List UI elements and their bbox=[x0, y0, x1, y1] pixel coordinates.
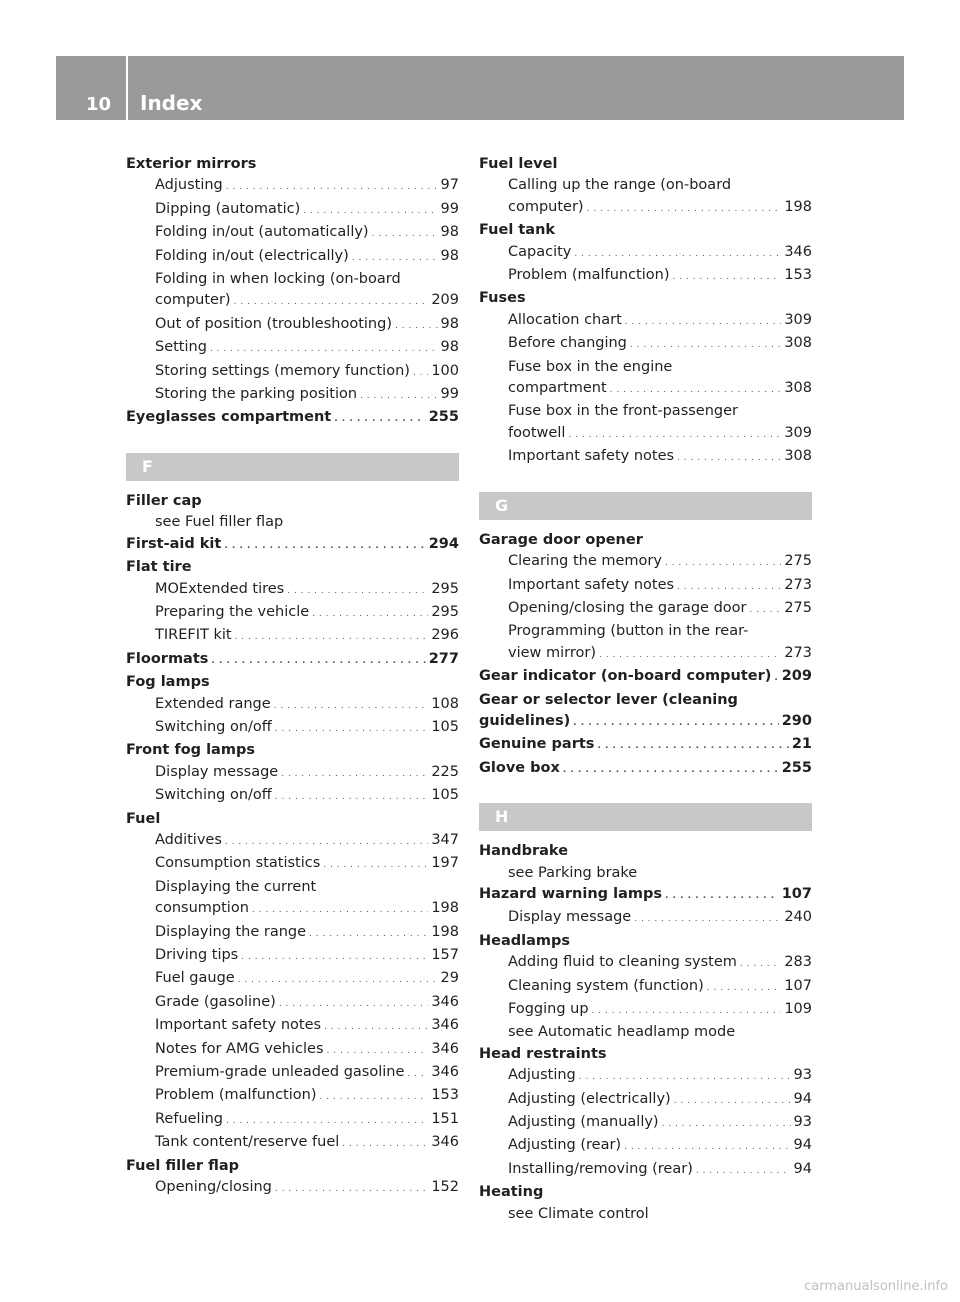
page-ref: 209 bbox=[431, 292, 459, 309]
page-ref: 346 bbox=[431, 1017, 459, 1034]
entry-text: Storing the parking position bbox=[155, 386, 358, 403]
entry-text: Fuse box in the engine bbox=[508, 358, 673, 375]
leader-dots bbox=[275, 1177, 428, 1200]
index-subentry bbox=[126, 717, 459, 740]
page-ref: 275 bbox=[784, 553, 812, 570]
leader-dots bbox=[210, 337, 438, 360]
page-ref: 157 bbox=[431, 947, 459, 963]
leader-dots bbox=[312, 602, 428, 625]
index-subentry bbox=[479, 952, 812, 975]
leader-dots bbox=[597, 734, 788, 757]
entry-text: Gear or selector lever (cleaning bbox=[479, 691, 738, 708]
page-ref: 99 bbox=[440, 200, 459, 217]
leader-dots bbox=[749, 598, 781, 621]
page-ref: 346 bbox=[784, 243, 812, 260]
index-subentry bbox=[479, 1204, 812, 1225]
index-subentry bbox=[479, 265, 812, 288]
index-entry bbox=[479, 690, 812, 711]
page-ref: 97 bbox=[440, 177, 459, 194]
index-subentry bbox=[479, 598, 812, 621]
index-subentry bbox=[126, 1177, 459, 1200]
entry-text: see Fuel filler flap bbox=[155, 514, 284, 531]
page-ref: 277 bbox=[428, 650, 459, 667]
index-entry bbox=[479, 711, 812, 734]
entry-text: Dipping (automatic) bbox=[155, 200, 301, 217]
entry-text: Genuine parts bbox=[479, 736, 595, 753]
index-subentry bbox=[126, 314, 459, 337]
index-subentry bbox=[126, 898, 459, 921]
entry-text: Headlamps bbox=[479, 932, 571, 949]
entry-text: consumption bbox=[155, 900, 249, 917]
index-subentry bbox=[126, 785, 459, 808]
page-ref: 105 bbox=[431, 787, 459, 804]
index-subentry bbox=[126, 922, 459, 945]
index-subentry bbox=[479, 1089, 812, 1112]
entry-text: see Climate control bbox=[508, 1205, 649, 1222]
page-ref: 308 bbox=[784, 380, 812, 397]
entry-text: Floormats bbox=[126, 650, 209, 667]
index-subentry bbox=[126, 1109, 459, 1132]
leader-dots bbox=[574, 242, 781, 265]
entry-text: Exterior mirrors bbox=[126, 156, 257, 172]
entry-text: Head restraints bbox=[479, 1045, 607, 1062]
entry-text: Adjusting (electrically) bbox=[508, 1090, 671, 1107]
page-ref: 346 bbox=[431, 1134, 459, 1151]
entry-text: Installing/removing (rear) bbox=[508, 1160, 693, 1177]
page-ref: 21 bbox=[791, 736, 812, 753]
index-subentry bbox=[479, 310, 812, 333]
entry-text: Fuse box in the front-passenger bbox=[508, 403, 738, 420]
entry-text: Fuel filler flap bbox=[126, 1157, 239, 1174]
page-header bbox=[56, 56, 904, 120]
index-entry bbox=[479, 154, 812, 175]
index-subentry bbox=[479, 446, 812, 469]
entry-text: Folding in/out (automatically) bbox=[155, 224, 369, 241]
section-letter-f: F bbox=[126, 453, 459, 481]
page-ref: 308 bbox=[784, 448, 812, 465]
entry-text: Fuel bbox=[126, 810, 161, 827]
page-ref: 98 bbox=[440, 247, 459, 264]
leader-dots bbox=[599, 643, 781, 666]
entry-text: Garage door opener bbox=[479, 531, 643, 548]
leader-dots bbox=[360, 384, 437, 407]
leader-dots bbox=[334, 407, 426, 430]
entry-text: Tank content/reserve fuel bbox=[155, 1134, 340, 1151]
leader-dots bbox=[634, 907, 781, 930]
page-ref: 108 bbox=[431, 695, 459, 712]
index-subentry bbox=[126, 361, 459, 384]
page-ref: 346 bbox=[431, 1040, 459, 1057]
page-title: Index bbox=[140, 91, 203, 115]
entry-text: compartment bbox=[508, 380, 607, 397]
leader-dots bbox=[303, 199, 437, 222]
entry-text: footwell bbox=[508, 424, 566, 441]
page-ref: 100 bbox=[431, 362, 459, 379]
index-subentry bbox=[479, 333, 812, 356]
leader-dots bbox=[677, 575, 781, 598]
page-number: 10 bbox=[86, 94, 112, 115]
entry-text: Display message bbox=[155, 763, 279, 780]
index-subentry bbox=[126, 269, 459, 290]
page-ref: 198 bbox=[431, 900, 459, 917]
leader-dots bbox=[274, 694, 429, 717]
leader-dots bbox=[309, 922, 428, 945]
index-subentry bbox=[126, 290, 459, 313]
leader-dots bbox=[624, 1135, 790, 1158]
leader-dots bbox=[395, 314, 438, 337]
index-entry bbox=[126, 154, 459, 175]
entry-text: Folding in when locking (on-board bbox=[155, 271, 401, 288]
entry-text: Display message bbox=[508, 909, 632, 926]
leader-dots bbox=[568, 423, 781, 446]
index-subentry bbox=[479, 378, 812, 401]
leader-dots bbox=[413, 361, 428, 384]
leader-dots bbox=[281, 762, 428, 785]
page-ref: 153 bbox=[431, 1087, 459, 1104]
index-subentry bbox=[126, 968, 459, 991]
entry-text: Setting bbox=[155, 339, 207, 356]
index-entry bbox=[479, 841, 812, 862]
page-ref: 295 bbox=[431, 603, 459, 620]
section-letter-h: H bbox=[479, 803, 812, 831]
watermark: carmanualsonline.info bbox=[804, 1279, 948, 1294]
entry-text: Problem (malfunction) bbox=[155, 1087, 317, 1104]
index-subentry bbox=[479, 357, 812, 378]
leader-dots bbox=[287, 579, 428, 602]
index-entry bbox=[126, 491, 459, 512]
entry-text: Extended range bbox=[155, 695, 271, 712]
index-subentry bbox=[126, 1085, 459, 1108]
page-ref: 94 bbox=[793, 1137, 812, 1154]
index-subentry bbox=[479, 175, 812, 196]
leader-dots bbox=[327, 1039, 429, 1062]
page-ref: 93 bbox=[793, 1067, 812, 1084]
index-entry bbox=[126, 740, 459, 761]
leader-dots bbox=[279, 992, 428, 1015]
index-subentry bbox=[126, 625, 459, 648]
index-subentry bbox=[479, 197, 812, 220]
index-subentry bbox=[479, 423, 812, 446]
page-ref: 295 bbox=[431, 580, 459, 597]
entry-text: Adjusting bbox=[155, 177, 223, 194]
index-subentry bbox=[126, 384, 459, 407]
index-entry bbox=[126, 672, 459, 693]
index-subentry bbox=[126, 579, 459, 602]
entry-text: Fuses bbox=[479, 290, 526, 307]
entry-text: Opening/closing bbox=[155, 1179, 272, 1196]
entry-text: Refueling bbox=[155, 1110, 224, 1127]
entry-text: Programming (button in the rear- bbox=[508, 623, 749, 640]
entry-text: Switching on/off bbox=[155, 718, 272, 735]
index-subentry bbox=[479, 999, 812, 1022]
index-subentry bbox=[126, 945, 459, 968]
index-subentry bbox=[126, 222, 459, 245]
page-ref: 107 bbox=[784, 977, 812, 994]
index-subentry bbox=[479, 643, 812, 666]
index-subentry bbox=[479, 621, 812, 642]
entry-text: Fuel tank bbox=[479, 222, 556, 239]
leader-dots bbox=[610, 378, 782, 401]
page-ref: 105 bbox=[431, 718, 459, 735]
page-ref: 273 bbox=[784, 644, 812, 661]
entry-text: Filler cap bbox=[126, 492, 202, 509]
index-entry bbox=[479, 758, 812, 781]
index-entry bbox=[479, 884, 812, 907]
leader-dots bbox=[665, 551, 781, 574]
index-entry bbox=[479, 220, 812, 241]
index-subentry bbox=[479, 976, 812, 999]
leader-dots bbox=[235, 625, 429, 648]
leader-dots bbox=[224, 534, 425, 557]
page-ref: 94 bbox=[793, 1090, 812, 1107]
leader-dots bbox=[234, 290, 429, 313]
entry-text: Problem (malfunction) bbox=[508, 267, 670, 284]
entry-text: Heating bbox=[479, 1184, 544, 1201]
index-subentry bbox=[479, 575, 812, 598]
entry-text: Before changing bbox=[508, 335, 627, 352]
index-subentry bbox=[479, 907, 812, 930]
section-letter-g: G bbox=[479, 492, 812, 520]
leader-dots bbox=[630, 333, 781, 356]
leader-dots bbox=[674, 1089, 791, 1112]
page-ref: 93 bbox=[793, 1114, 812, 1131]
page-ref: 294 bbox=[428, 535, 459, 552]
page-ref: 198 bbox=[431, 923, 459, 940]
index-subentry bbox=[479, 551, 812, 574]
entry-text: Fuel gauge bbox=[155, 970, 235, 987]
index-entry bbox=[479, 288, 812, 309]
page-ref: 308 bbox=[784, 335, 812, 352]
index-subentry bbox=[126, 1039, 459, 1062]
entry-text: computer) bbox=[155, 292, 231, 309]
entry-text: view mirror) bbox=[508, 644, 596, 661]
leader-dots bbox=[740, 952, 781, 975]
index-subentry bbox=[126, 830, 459, 853]
page-ref: 309 bbox=[784, 311, 812, 328]
index-subentry bbox=[479, 1159, 812, 1182]
index-entry bbox=[126, 407, 459, 430]
index-subentry bbox=[126, 853, 459, 876]
leader-dots bbox=[211, 649, 425, 672]
entry-text: Important safety notes bbox=[508, 576, 675, 593]
index-subentry bbox=[126, 602, 459, 625]
leader-dots bbox=[563, 758, 779, 781]
leader-dots bbox=[241, 945, 428, 968]
leader-dots bbox=[275, 717, 429, 740]
header-separator bbox=[126, 56, 128, 120]
page-ref: 273 bbox=[784, 576, 812, 593]
leader-dots bbox=[352, 246, 438, 269]
entry-text: Notes for AMG vehicles bbox=[155, 1040, 324, 1057]
page-ref: 198 bbox=[784, 198, 812, 215]
leader-dots bbox=[672, 265, 781, 288]
index-entry bbox=[126, 557, 459, 578]
index-subentry bbox=[479, 863, 812, 884]
leader-dots bbox=[323, 853, 428, 876]
page-ref: 346 bbox=[431, 1064, 459, 1081]
entry-text: Capacity bbox=[508, 243, 572, 260]
page-ref: 94 bbox=[793, 1160, 812, 1177]
entry-text: Grade (gasoline) bbox=[155, 993, 276, 1010]
leader-dots bbox=[252, 898, 428, 921]
leader-dots bbox=[592, 999, 782, 1022]
page-ref: 255 bbox=[428, 409, 459, 426]
leader-dots bbox=[625, 310, 782, 333]
page-ref: 152 bbox=[431, 1179, 459, 1196]
leader-dots bbox=[275, 785, 429, 808]
index-entry bbox=[126, 534, 459, 557]
page-ref: 98 bbox=[440, 315, 459, 332]
leader-dots bbox=[372, 222, 438, 245]
index-entry bbox=[479, 530, 812, 551]
entry-text: Adjusting bbox=[508, 1067, 576, 1084]
entry-text: Flat tire bbox=[126, 559, 192, 576]
index-subentry bbox=[126, 1132, 459, 1155]
index-subentry bbox=[479, 1112, 812, 1135]
entry-text: Fuel level bbox=[479, 156, 558, 172]
entry-text: Calling up the range (on-board bbox=[508, 177, 732, 194]
entry-text: Handbrake bbox=[479, 843, 569, 860]
entry-text: Important safety notes bbox=[508, 448, 675, 465]
leader-dots bbox=[579, 1065, 791, 1088]
entry-text: Front fog lamps bbox=[126, 742, 255, 759]
page-ref: 151 bbox=[431, 1110, 459, 1127]
index-subentry bbox=[479, 1135, 812, 1158]
page-ref: 98 bbox=[440, 339, 459, 356]
index-subentry bbox=[126, 1062, 459, 1085]
index-entry bbox=[479, 734, 812, 757]
leader-dots bbox=[226, 175, 438, 198]
entry-text: TIREFIT kit bbox=[155, 627, 232, 644]
page-ref: 275 bbox=[784, 599, 812, 616]
entry-text: Gear indicator (on-board computer) bbox=[479, 668, 772, 685]
index-column-right bbox=[479, 154, 812, 1225]
leader-dots bbox=[665, 884, 779, 907]
index-subentry bbox=[126, 877, 459, 898]
page-ref: 296 bbox=[431, 627, 459, 644]
entry-text: First-aid kit bbox=[126, 535, 222, 552]
leader-dots bbox=[407, 1062, 428, 1085]
entry-text: Allocation chart bbox=[508, 311, 622, 328]
leader-dots bbox=[677, 446, 781, 469]
page-ref: 290 bbox=[781, 712, 812, 729]
page-ref: 309 bbox=[784, 424, 812, 441]
entry-text: Preparing the vehicle bbox=[155, 603, 310, 620]
index-column-left bbox=[126, 154, 459, 1200]
entry-text: Adjusting (rear) bbox=[508, 1137, 622, 1154]
entry-text: Eyeglasses compartment bbox=[126, 409, 332, 426]
entry-text: Consumption statistics bbox=[155, 855, 321, 872]
index-subentry bbox=[126, 337, 459, 360]
entry-text: Hazard warning lamps bbox=[479, 885, 662, 902]
entry-text: Folding in/out (electrically) bbox=[155, 247, 349, 264]
index-entry bbox=[126, 649, 459, 672]
entry-text: Cleaning system (function) bbox=[508, 977, 704, 994]
entry-text: Important safety notes bbox=[155, 1017, 322, 1034]
entry-text: MOExtended tires bbox=[155, 580, 285, 597]
page-ref: 109 bbox=[784, 1001, 812, 1017]
index-subentry bbox=[479, 401, 812, 422]
page-ref: 347 bbox=[431, 831, 459, 848]
page-ref: 283 bbox=[784, 954, 812, 971]
index-entry bbox=[479, 931, 812, 952]
page-ref: 240 bbox=[784, 909, 812, 926]
index-subentry bbox=[126, 246, 459, 269]
entry-text: Clearing the memory bbox=[508, 553, 662, 570]
entry-text: see Parking brake bbox=[508, 864, 638, 881]
entry-text: Fogging up bbox=[508, 1001, 589, 1017]
entry-text: Displaying the range bbox=[155, 923, 307, 940]
page-ref: 225 bbox=[431, 763, 459, 780]
index-entry bbox=[126, 809, 459, 830]
entry-text: Glove box bbox=[479, 759, 560, 776]
index-subentry bbox=[126, 992, 459, 1015]
index-subentry bbox=[126, 762, 459, 785]
index-entry bbox=[479, 1044, 812, 1065]
page-ref: 209 bbox=[781, 668, 812, 685]
entry-text: guidelines) bbox=[479, 712, 571, 729]
entry-text: Fog lamps bbox=[126, 674, 210, 691]
leader-dots bbox=[707, 976, 782, 999]
index-subentry bbox=[126, 199, 459, 222]
index-entry bbox=[479, 666, 812, 689]
leader-dots bbox=[226, 1109, 428, 1132]
entry-text: Opening/closing the garage door bbox=[508, 599, 747, 616]
index-entry bbox=[479, 1182, 812, 1203]
leader-dots bbox=[696, 1159, 791, 1182]
entry-text: computer) bbox=[508, 198, 584, 215]
index-subentry bbox=[126, 1015, 459, 1038]
index-subentry bbox=[126, 694, 459, 717]
leader-dots bbox=[342, 1132, 428, 1155]
entry-text: Displaying the current bbox=[155, 878, 317, 895]
index-subentry bbox=[479, 1022, 812, 1043]
entry-text: see Automatic headlamp mode bbox=[508, 1024, 736, 1041]
page-ref: 98 bbox=[440, 224, 459, 241]
leader-dots bbox=[774, 666, 778, 689]
leader-dots bbox=[587, 197, 782, 220]
entry-text: Adjusting (manually) bbox=[508, 1114, 659, 1131]
page-ref: 99 bbox=[440, 386, 459, 403]
index-subentry bbox=[479, 1065, 812, 1088]
entry-text: Switching on/off bbox=[155, 787, 272, 804]
entry-text: Storing settings (memory function) bbox=[155, 362, 410, 379]
leader-dots bbox=[573, 711, 778, 734]
index-subentry bbox=[479, 242, 812, 265]
index-subentry bbox=[126, 512, 459, 533]
page-ref: 346 bbox=[431, 993, 459, 1010]
leader-dots bbox=[238, 968, 438, 991]
page-ref: 197 bbox=[431, 855, 459, 872]
entry-text: Additives bbox=[155, 831, 222, 848]
page-ref: 153 bbox=[784, 267, 812, 284]
entry-text: Driving tips bbox=[155, 947, 239, 963]
leader-dots bbox=[225, 830, 428, 853]
entry-text: Premium-grade unleaded gasoline bbox=[155, 1064, 405, 1081]
index-subentry bbox=[126, 175, 459, 198]
page-ref: 255 bbox=[781, 759, 812, 776]
leader-dots bbox=[662, 1112, 791, 1135]
page-ref: 29 bbox=[440, 970, 459, 987]
leader-dots bbox=[319, 1085, 428, 1108]
index-entry bbox=[126, 1156, 459, 1177]
page-ref: 107 bbox=[781, 885, 812, 902]
entry-text: Adding fluid to cleaning system bbox=[508, 954, 737, 971]
entry-text: Out of position (troubleshooting) bbox=[155, 315, 392, 332]
leader-dots bbox=[324, 1015, 428, 1038]
